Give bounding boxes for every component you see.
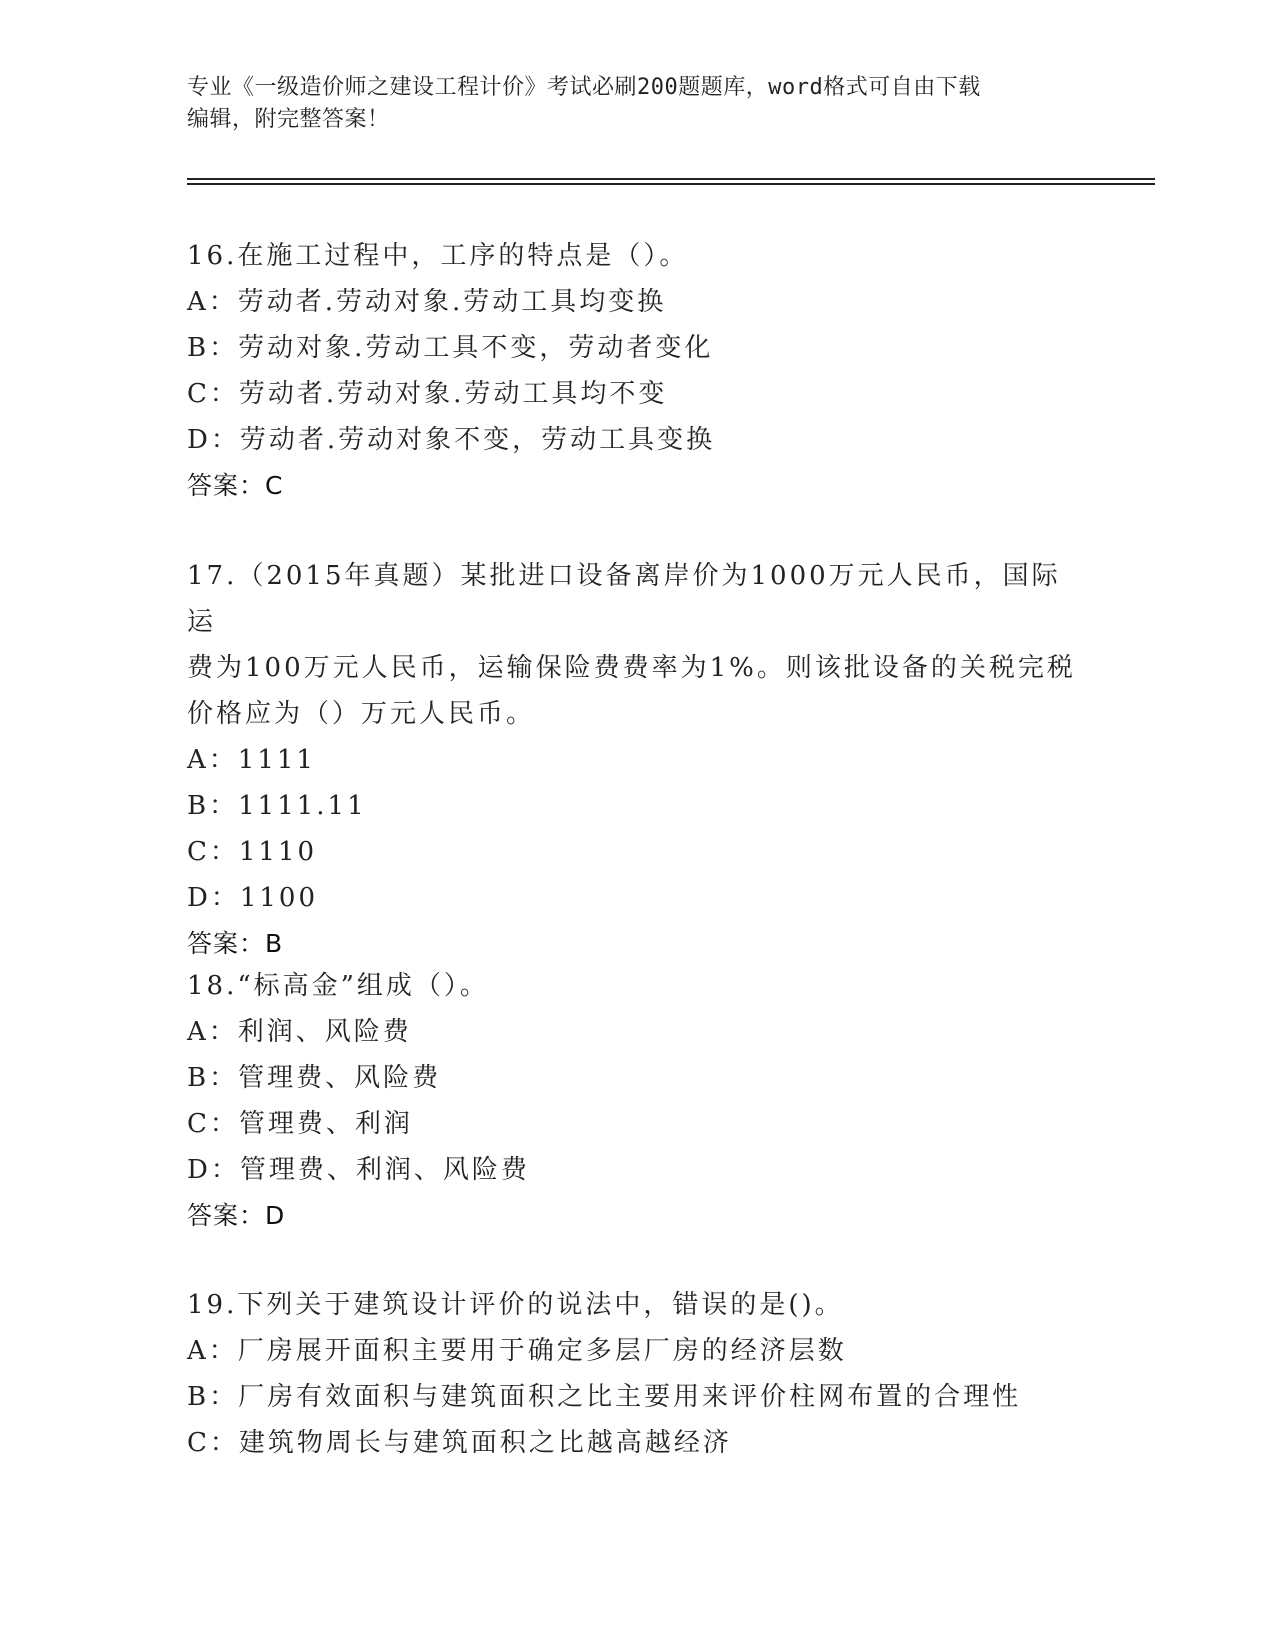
option-b: B：1111.11 xyxy=(187,791,367,821)
document-header xyxy=(187,72,1067,136)
header-divider-top xyxy=(187,178,1155,180)
answer-label: 答案：B xyxy=(187,929,284,958)
question-18 xyxy=(187,963,1087,1239)
option-c: C：劳动者.劳动对象.劳动工具均不变 xyxy=(187,379,668,409)
option-a: A：厂房展开面积主要用于确定多层厂房的经济层数 xyxy=(187,1336,847,1366)
option-a: A：利润、风险费 xyxy=(187,1017,412,1047)
question-19 xyxy=(187,1282,1087,1466)
option-c: C：建筑物周长与建筑面积之比越高越经济 xyxy=(187,1428,732,1458)
header-line-1: 专业《一级造价师之建设工程计价》考试必刷200题题库，word格式可自由下载 xyxy=(187,75,981,100)
option-c: C：管理费、利润 xyxy=(187,1109,413,1139)
answer-label: 答案：D xyxy=(187,1201,286,1230)
option-d: D：管理费、利润、风险费 xyxy=(187,1155,530,1185)
option-d: D：劳动者.劳动对象不变，劳动工具变换 xyxy=(187,425,716,455)
option-a: A：1111 xyxy=(187,745,316,775)
question-17 xyxy=(187,553,1087,967)
option-b: B：管理费、风险费 xyxy=(187,1063,442,1093)
question-text: 18.“标高金”组成（）。 xyxy=(187,971,489,1001)
question-16 xyxy=(187,233,1087,509)
question-text-line-1: 17.（2015年真题）某批进口设备离岸价为1000万元人民币，国际运 xyxy=(187,561,1061,637)
option-d: D：1100 xyxy=(187,883,319,913)
header-divider-bottom xyxy=(187,183,1155,185)
option-c: C：1110 xyxy=(187,837,318,867)
question-text: 16.在施工过程中，工序的特点是（）。 xyxy=(187,241,689,271)
option-b: B：厂房有效面积与建筑面积之比主要用来评价柱网布置的合理性 xyxy=(187,1382,1022,1412)
answer-label: 答案：C xyxy=(187,471,284,500)
question-text: 19.下列关于建筑设计评价的说法中，错误的是()。 xyxy=(187,1290,844,1320)
option-b: B：劳动对象.劳动工具不变，劳动者变化 xyxy=(187,333,714,363)
header-line-2: 编辑，附完整答案！ xyxy=(187,107,390,132)
option-a: A：劳动者.劳动对象.劳动工具均变换 xyxy=(187,287,667,317)
question-text-line-2: 费为100万元人民币，运输保险费费率为1%。则该批设备的关税完税 xyxy=(187,653,1076,683)
question-text-line-3: 价格应为（）万元人民币。 xyxy=(187,699,536,729)
